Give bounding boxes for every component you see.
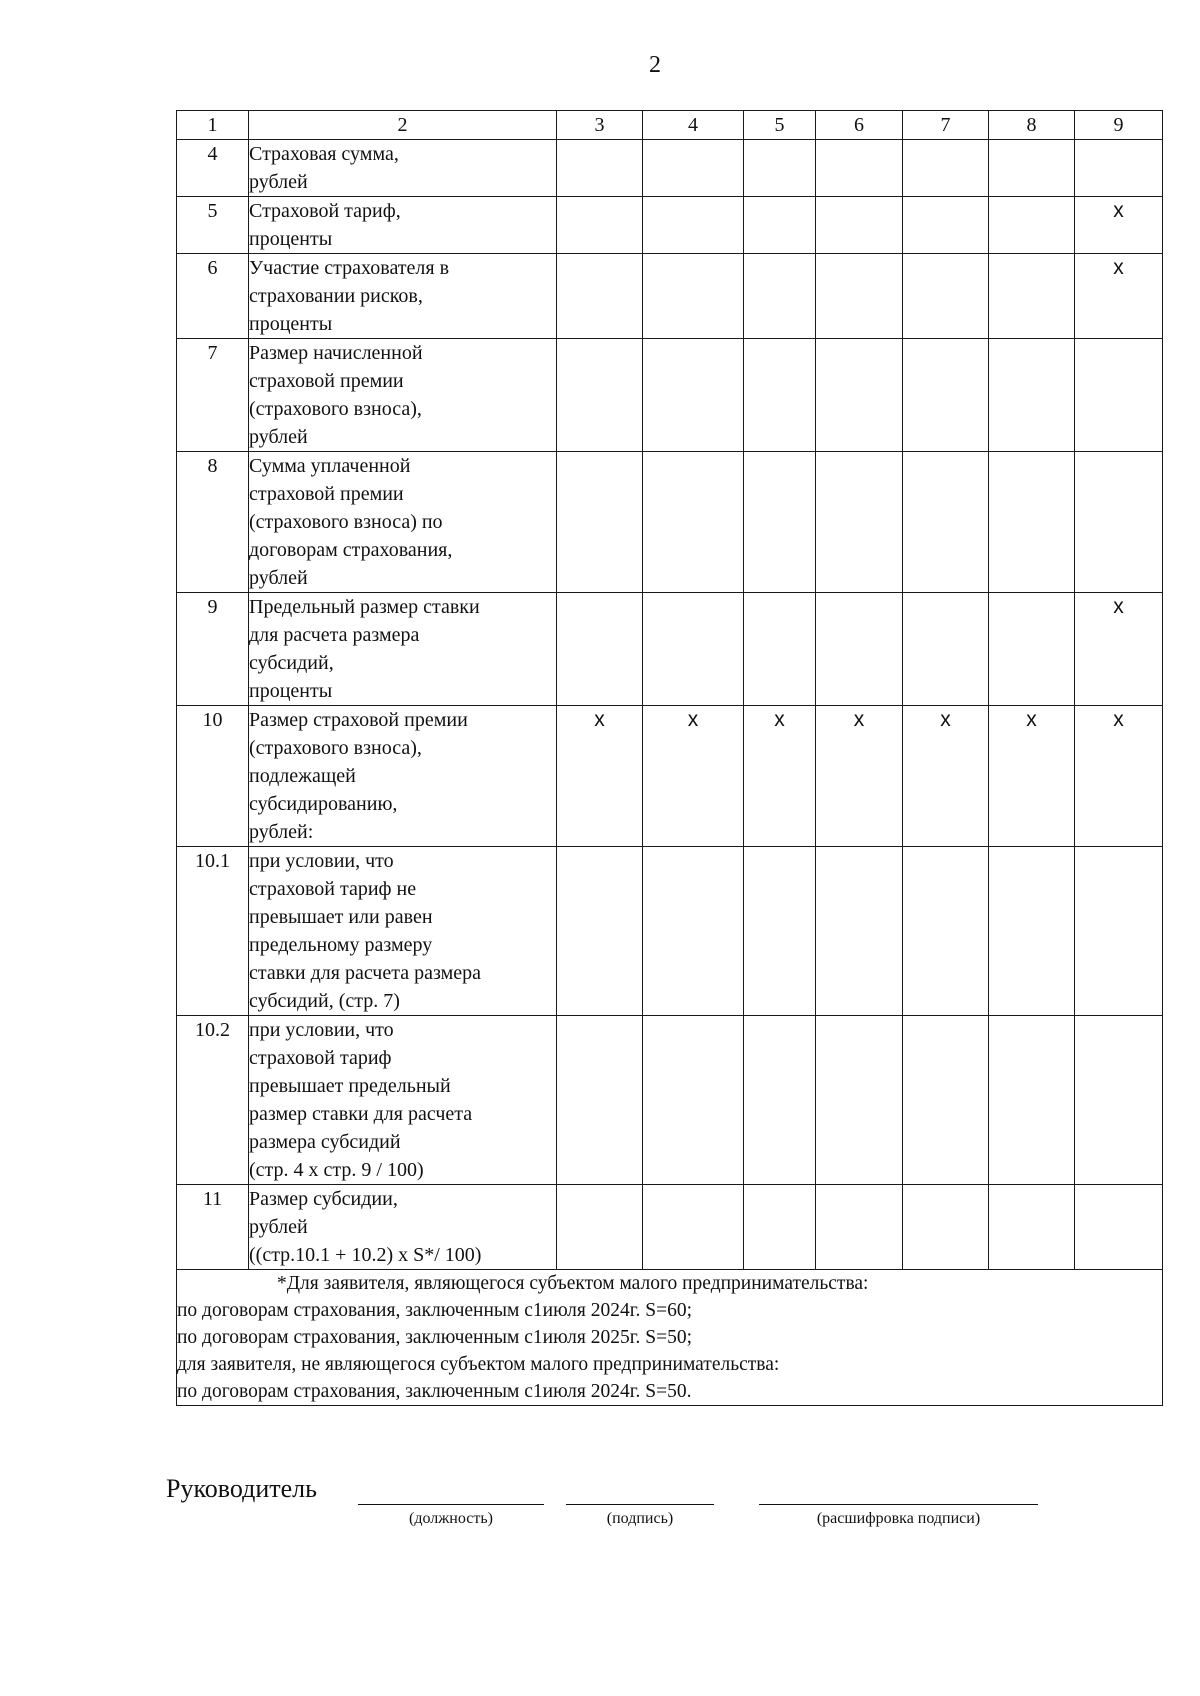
value-cell[interactable] (744, 197, 816, 254)
signature-field-line (566, 1504, 714, 1505)
table-body (177, 140, 1163, 1270)
row-label (249, 197, 557, 254)
value-cell[interactable] (744, 254, 816, 339)
table-row (177, 1016, 1163, 1185)
footnote-line: *Для заявителя, являющегося субъектом малого предпринимательства: (277, 1273, 869, 1294)
column-header: 6 (816, 111, 903, 140)
row-number: 10.2 (177, 1016, 249, 1185)
row-label-line: (страхового взноса) по (249, 511, 443, 533)
row-label (249, 254, 557, 339)
value-cell[interactable] (744, 140, 816, 197)
row-label-line: субсидий, (249, 652, 334, 674)
value-cell[interactable] (744, 593, 816, 706)
value-cell[interactable] (643, 339, 744, 452)
row-number: 5 (177, 197, 249, 254)
row-label-line: Страховой тариф, (249, 200, 401, 222)
value-cell[interactable] (903, 593, 989, 706)
signature-caption: (подпись) (606, 1510, 674, 1527)
row-label-line: рублей: (249, 821, 314, 843)
row-label-line: страховании рисков, (249, 285, 423, 307)
value-cell[interactable] (1075, 339, 1163, 452)
value-cell[interactable]: x (744, 706, 816, 847)
value-cell[interactable] (816, 1185, 903, 1270)
value-cell[interactable] (816, 593, 903, 706)
row-label (249, 706, 557, 847)
value-cell[interactable] (1075, 1185, 1163, 1270)
value-cell[interactable]: x (1075, 254, 1163, 339)
row-label-line: Предельный размер ставки (249, 596, 480, 618)
row-label (249, 593, 557, 706)
row-label-line: договорам страхования, (249, 539, 453, 561)
value-cell[interactable]: x (989, 706, 1075, 847)
row-label-line: Размер страховой премии (249, 709, 468, 731)
value-cell[interactable] (643, 1016, 744, 1185)
value-cell[interactable] (989, 452, 1075, 593)
column-header: 4 (643, 111, 744, 140)
decoding-field-line (759, 1504, 1038, 1505)
column-header: 1 (177, 111, 249, 140)
table-row (177, 339, 1163, 452)
table-row (177, 452, 1163, 593)
value-cell[interactable] (744, 847, 816, 1016)
row-number: 4 (177, 140, 249, 197)
value-cell[interactable]: x (1075, 593, 1163, 706)
value-cell[interactable] (557, 593, 643, 706)
row-number: 11 (177, 1185, 249, 1270)
row-label (249, 847, 557, 1016)
row-label-line: при условии, что (249, 850, 394, 872)
row-number: 8 (177, 452, 249, 593)
value-cell[interactable] (816, 452, 903, 593)
row-label-line: превышает предельный (249, 1075, 451, 1097)
row-label-line: рублей (249, 426, 308, 448)
footnote-line: по договорам страхования, заключенным с1июля 2024г. S=50. (177, 1381, 692, 1402)
footnote-row (177, 1270, 1163, 1406)
value-cell[interactable] (744, 452, 816, 593)
value-cell[interactable]: x (1075, 197, 1163, 254)
row-label-line: (страхового взноса), (249, 737, 422, 759)
row-label-line: для расчета размера (249, 624, 420, 646)
row-label-line: рублей (249, 567, 308, 589)
column-header: 7 (903, 111, 989, 140)
value-cell[interactable] (557, 1016, 643, 1185)
value-cell[interactable] (989, 847, 1075, 1016)
row-label-line: превышает или равен (249, 906, 433, 928)
data-table (176, 110, 1163, 1406)
value-cell[interactable] (989, 197, 1075, 254)
row-label-line: рублей (249, 171, 308, 193)
row-label-line: размер ставки для расчета (249, 1103, 473, 1125)
row-label-line: ставки для расчета размера (249, 962, 482, 984)
page-number: 2 (649, 52, 661, 78)
row-label-line: страховой тариф (249, 1047, 392, 1069)
value-cell[interactable] (557, 197, 643, 254)
value-cell[interactable] (903, 254, 989, 339)
value-cell[interactable] (903, 847, 989, 1016)
table-row (177, 254, 1163, 339)
table-row (177, 140, 1163, 197)
decoding-caption: (расшифровка подписи) (816, 1510, 981, 1527)
row-number: 10 (177, 706, 249, 847)
value-cell[interactable] (989, 140, 1075, 197)
table-header-row (177, 111, 1163, 140)
value-cell[interactable] (903, 1016, 989, 1185)
signature-title: Руководитель (166, 1474, 317, 1503)
value-cell[interactable] (989, 1185, 1075, 1270)
value-cell[interactable] (816, 339, 903, 452)
row-number: 6 (177, 254, 249, 339)
value-cell[interactable] (989, 254, 1075, 339)
row-label (249, 1016, 557, 1185)
value-cell[interactable] (744, 1016, 816, 1185)
value-cell[interactable] (557, 452, 643, 593)
row-label (249, 1185, 557, 1270)
row-label-line: (страхового взноса), (249, 398, 422, 420)
signature-block (166, 1474, 1066, 1544)
column-header: 9 (1075, 111, 1163, 140)
value-cell[interactable] (1075, 847, 1163, 1016)
row-label-line: проценты (249, 228, 333, 250)
value-cell[interactable] (1075, 140, 1163, 197)
value-cell[interactable]: x (816, 706, 903, 847)
row-label (249, 339, 557, 452)
footnote (177, 1270, 1163, 1406)
row-label-line: ((стр.10.1 + 10.2) x S*/ 100) (249, 1244, 482, 1266)
value-cell[interactable] (1075, 1016, 1163, 1185)
value-cell[interactable]: x (1075, 706, 1163, 847)
row-label-line: страховой премии (249, 483, 404, 505)
row-label (249, 140, 557, 197)
column-header: 3 (557, 111, 643, 140)
row-label-line: Размер начисленной (249, 342, 423, 364)
value-cell[interactable] (744, 1185, 816, 1270)
row-label-line: предельному размеру (249, 934, 433, 956)
value-cell[interactable] (643, 254, 744, 339)
value-cell[interactable] (643, 593, 744, 706)
row-number: 7 (177, 339, 249, 452)
value-cell[interactable] (816, 254, 903, 339)
column-header: 2 (249, 111, 557, 140)
value-cell[interactable]: x (557, 706, 643, 847)
row-label-line: субсидированию, (249, 793, 398, 815)
table-row (177, 1185, 1163, 1270)
row-label-line: Страховая сумма, (249, 143, 399, 165)
row-number: 9 (177, 593, 249, 706)
row-number: 10.1 (177, 847, 249, 1016)
footnote-line: по договорам страхования, заключенным с1июля 2025г. S=50; (177, 1327, 693, 1348)
value-cell[interactable]: x (903, 706, 989, 847)
value-cell[interactable] (557, 339, 643, 452)
value-cell[interactable] (557, 847, 643, 1016)
value-cell[interactable] (816, 1016, 903, 1185)
value-cell[interactable] (643, 847, 744, 1016)
row-label-line: Участие страхователя в (249, 257, 450, 279)
footnote-line: для заявителя, не являющегося субъектом малого предпринимательства: (177, 1354, 780, 1375)
value-cell[interactable] (557, 1185, 643, 1270)
value-cell[interactable] (643, 1185, 744, 1270)
value-cell[interactable] (557, 254, 643, 339)
column-header: 5 (744, 111, 816, 140)
footnote-line: по договорам страхования, заключенным с1июля 2024г. S=60; (177, 1300, 693, 1321)
value-cell[interactable] (643, 140, 744, 197)
row-label-line: при условии, что (249, 1019, 394, 1041)
value-cell[interactable] (989, 339, 1075, 452)
row-label-line: субсидий, (стр. 7) (249, 990, 400, 1012)
row-label-line: проценты (249, 680, 333, 702)
row-label-line: проценты (249, 313, 333, 335)
row-label-line: (стр. 4 x стр. 9 / 100) (249, 1159, 424, 1181)
table-row (177, 706, 1163, 847)
row-label-line: страховой премии (249, 370, 404, 392)
value-cell[interactable] (989, 1016, 1075, 1185)
value-cell[interactable] (903, 140, 989, 197)
position-caption: (должность) (409, 1510, 493, 1527)
table-row (177, 197, 1163, 254)
value-cell[interactable] (989, 593, 1075, 706)
value-cell[interactable] (1075, 452, 1163, 593)
table-row (177, 593, 1163, 706)
row-label-line: размера субсидий (249, 1131, 401, 1153)
value-cell[interactable] (816, 140, 903, 197)
column-header: 8 (989, 111, 1075, 140)
row-label-line: подлежащей (249, 765, 356, 787)
value-cell[interactable] (744, 339, 816, 452)
value-cell[interactable] (816, 847, 903, 1016)
table-row (177, 847, 1163, 1016)
value-cell[interactable] (557, 140, 643, 197)
value-cell[interactable] (816, 197, 903, 254)
row-label-line: Размер субсидии, (249, 1188, 398, 1210)
value-cell[interactable] (903, 339, 989, 452)
row-label-line: Сумма уплаченной (249, 455, 411, 477)
value-cell[interactable] (903, 1185, 989, 1270)
row-label (249, 452, 557, 593)
position-field-line (358, 1504, 544, 1505)
value-cell[interactable]: x (643, 706, 744, 847)
row-label-line: рублей (249, 1216, 308, 1238)
row-label-line: страховой тариф не (249, 878, 417, 900)
value-cell[interactable] (903, 452, 989, 593)
value-cell[interactable] (643, 197, 744, 254)
value-cell[interactable] (643, 452, 744, 593)
value-cell[interactable] (903, 197, 989, 254)
